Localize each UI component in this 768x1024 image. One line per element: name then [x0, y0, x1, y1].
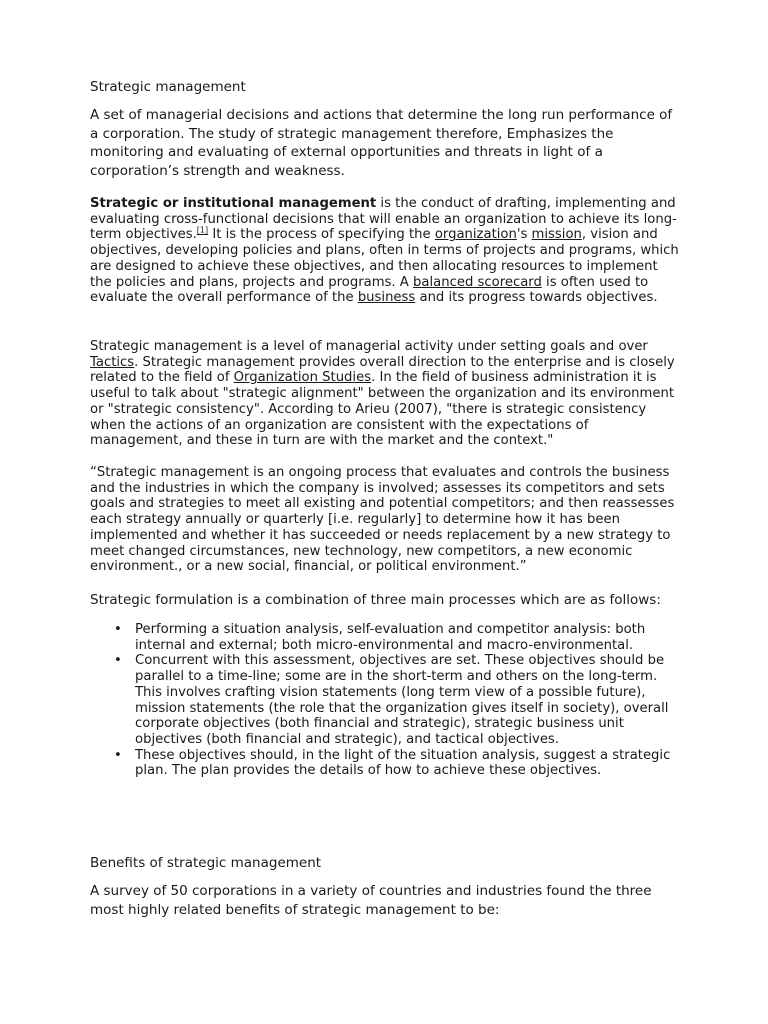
- paragraph-institutional-management: [90, 196, 680, 306]
- bold-term: Strategic or institutional management: [90, 196, 377, 211]
- list-item-text: These objectives should, in the light of the situation analysis, suggest a strategic plan. The plan provides the details of how to achieve these objectives.: [135, 747, 671, 779]
- list-item: [90, 653, 680, 747]
- link-organization-studies[interactable]: Organization Studies: [233, 370, 372, 386]
- paragraph-definition: A set of managerial decisions and actions that determine the long run performance of a corporation. The study of strategic management therefore, Emphasizes the monitoring and evaluating of external opportunities and threats in light of a corporation’s strength and weakness.: [90, 107, 673, 179]
- text-span: is the conduct of drafting, implementing and evaluating cross-functional decisions that will enable an organization to achieve its long-term objectives.: [90, 196, 677, 243]
- bullet-icon: •: [114, 653, 122, 669]
- paragraph-ongoing-process-quote: “Strategic management is an ongoing process that evaluates and controls the business and the industries in which the company is involved; assesses its competitors and sets goals and strategies to meet all existing and potential competitors; and then reassesses each strategy annually or quarterly [i.e. regularly] to determine how it has been implemented and whether it has succeeded or needs replacement by a new strategy to meet changed circumstances, new technology, new competitors, a new economic environment., or a new social, financial, or political environment.”: [90, 465, 675, 575]
- link-tactics[interactable]: Tactics: [90, 354, 135, 370]
- list-item-text: Concurrent with this assessment, objectives are set. These objectives should be parallel to a time-line; some are in the short-term and others on the long-term. This involves crafting vision statements (long term view of a possible future), mission statements (the role that the organization gives itself in society), overall corporate objectives (both financial and strategic), strategic business unit objectives (both financial and strategic), and tactical objectives.: [135, 653, 669, 747]
- link-mission[interactable]: mission: [531, 227, 582, 243]
- text-span: is often used to evaluate the overall performance of the: [90, 274, 649, 306]
- bullet-icon: •: [114, 622, 122, 637]
- paragraph-survey: A survey of 50 corporations in a variety of countries and industries found the three most highly related benefits of strategic management to be:: [90, 883, 652, 918]
- link-balanced-scorecard[interactable]: balanced scorecard: [413, 274, 542, 290]
- list-item-text: Performing a situation analysis, self-evaluation and competitor analysis: both internal and external; both micro-environmental and macro-environmental.: [135, 622, 646, 653]
- text-span: 's: [516, 227, 532, 243]
- text-span: and its progress towards objectives.: [415, 290, 658, 306]
- text-span: . In the field of business administration it is useful to talk about "strategic alignment" between the organization and its environment or "strategic consistency". According to Arieu (2007), "there is strategic consistency when the actions of an organization are consistent with the expectations of management, and these in turn are with the market and the context.": [90, 370, 674, 449]
- citation-link[interactable]: [1]: [196, 226, 209, 236]
- page-title: Strategic management: [90, 79, 246, 95]
- text-span: It is the process of specifying the: [208, 227, 435, 243]
- section-heading-benefits: Benefits of strategic management: [90, 855, 322, 871]
- paragraph-managerial-activity: [90, 339, 680, 449]
- text-span: Strategic management is a level of managerial activity under setting goals and over: [90, 339, 648, 354]
- link-business[interactable]: business: [357, 290, 416, 306]
- paragraph-strategic-formulation: Strategic formulation is a combination of three main processes which are as follows:: [90, 592, 661, 608]
- bullet-icon: •: [114, 747, 122, 763]
- link-organization[interactable]: organization: [434, 227, 517, 243]
- text-span: . Strategic management provides overall direction to the enterprise and is closely related to the field of: [90, 354, 675, 386]
- list-item: [90, 622, 680, 653]
- list-item: [90, 748, 680, 779]
- text-span: , vision and objectives, developing policies and plans, often in terms of projects and programs, which are designed to achieve these objectives, and then allocating resources to implement the policies and plans, projects and programs. A: [90, 227, 679, 290]
- formulation-process-list: [90, 622, 680, 779]
